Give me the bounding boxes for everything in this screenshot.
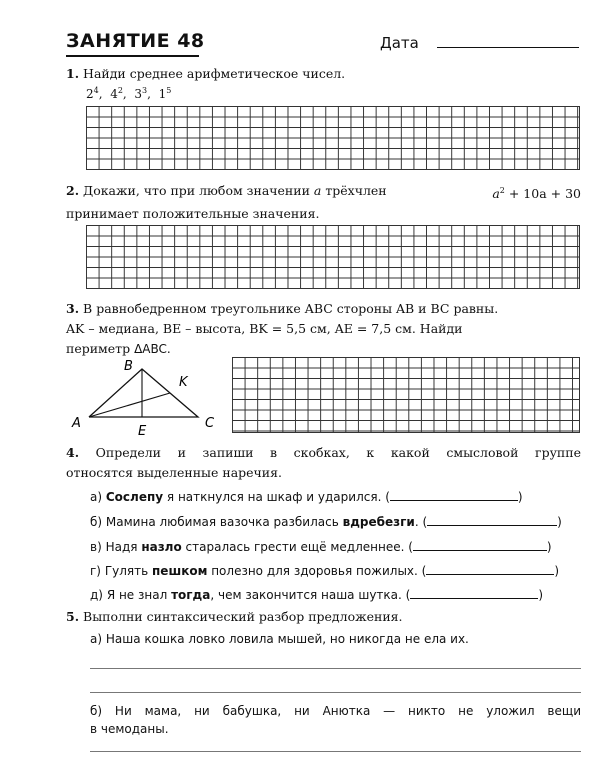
answer-grid-3[interactable] — [232, 357, 580, 433]
write-line[interactable] — [90, 668, 581, 669]
task-text: Определи и запиши в скобках, к какой смысловой группе — [95, 445, 581, 460]
task-text: Докажи, что при любом значении — [83, 183, 310, 198]
task-text: периметр — [66, 341, 131, 356]
answer-blank[interactable] — [427, 513, 557, 526]
task-text: Выполни синтаксический разбор предложения. — [83, 609, 403, 624]
label-a: A — [72, 416, 81, 431]
task-number: 4. — [66, 445, 80, 460]
label-e: E — [138, 424, 147, 439]
triangle-symbol: ΔABC. — [134, 342, 171, 356]
answer-blank[interactable] — [410, 586, 538, 599]
power-item: $1^5$ — [158, 86, 172, 101]
task-1 — [66, 64, 581, 84]
variable: a — [313, 183, 322, 198]
answer-grid-1[interactable] — [86, 106, 580, 170]
label-b: B — [124, 359, 133, 374]
adverb-item: в) Надя назло старалась грести ещё медленнее. ( ) — [90, 540, 552, 554]
task-text: трёхчлен — [325, 183, 387, 198]
task-number: 5. — [66, 609, 80, 624]
write-line[interactable] — [90, 692, 581, 693]
label-c: C — [205, 416, 215, 431]
task-3 — [66, 299, 581, 359]
adverb-item: а) Сослепу я наткнулся на шкаф и ударился. ( ) — [90, 490, 523, 504]
answer-grid-2[interactable] — [86, 225, 580, 289]
answer-blank[interactable] — [426, 562, 554, 575]
trinomial: $a^2 + 10a + 30$ — [492, 186, 581, 202]
lesson-title: ЗАНЯТИЕ 48 — [66, 30, 205, 52]
task-5 — [66, 607, 581, 627]
write-line[interactable] — [90, 751, 581, 752]
adverb-item: д) Я не знал тогда, чем закончится наша шутка. ( ) — [90, 588, 544, 602]
answer-blank[interactable] — [413, 538, 547, 551]
power-item: $3^3$ — [134, 86, 148, 101]
task-text: принимает положительные значения. — [66, 206, 320, 222]
task-text: Найди среднее арифметическое чисел. — [83, 66, 346, 81]
adverb-item: г) Гулять пешком полезно для здоровья пожилых. ( ) — [90, 564, 560, 578]
task-text: относятся выделенные наречия. — [66, 465, 282, 480]
task-text: В равнобедренном треугольнике ABC стороны AB и BC равны. — [83, 301, 499, 316]
task-number: 2. — [66, 183, 80, 198]
task-number: 1. — [66, 66, 80, 81]
sentence-b: б) Ни мама, ни бабушка, ни Анютка — никто не уложил вещи в чемоданы. — [90, 704, 581, 736]
task-4 — [66, 443, 581, 483]
task-2 — [66, 181, 581, 224]
task-number: 3. — [66, 301, 80, 316]
date-field[interactable] — [437, 47, 579, 48]
label-k: K — [179, 375, 188, 390]
sentence-a: а) Наша кошка ловко ловила мышей, но никогда не ела их. — [90, 632, 469, 646]
task-text: AK – медиана, BE – высота, BK = 5,5 см, AE = 7,5 см. Найди — [66, 321, 463, 336]
date-label: Дата — [380, 34, 419, 52]
title-underline — [66, 55, 199, 57]
answer-blank[interactable] — [390, 488, 518, 501]
powers-list: $2^4$, $4^2$, $3^3$, $1^5$ — [86, 86, 172, 101]
triangle-diagram — [66, 355, 226, 440]
median-ak — [89, 393, 170, 417]
power-item: $4^2$ — [110, 86, 123, 101]
adverb-item: б) Мамина любимая вазочка разбилась вдребезги. ( ) — [90, 515, 562, 529]
power-item: $2^4$ — [86, 86, 99, 101]
